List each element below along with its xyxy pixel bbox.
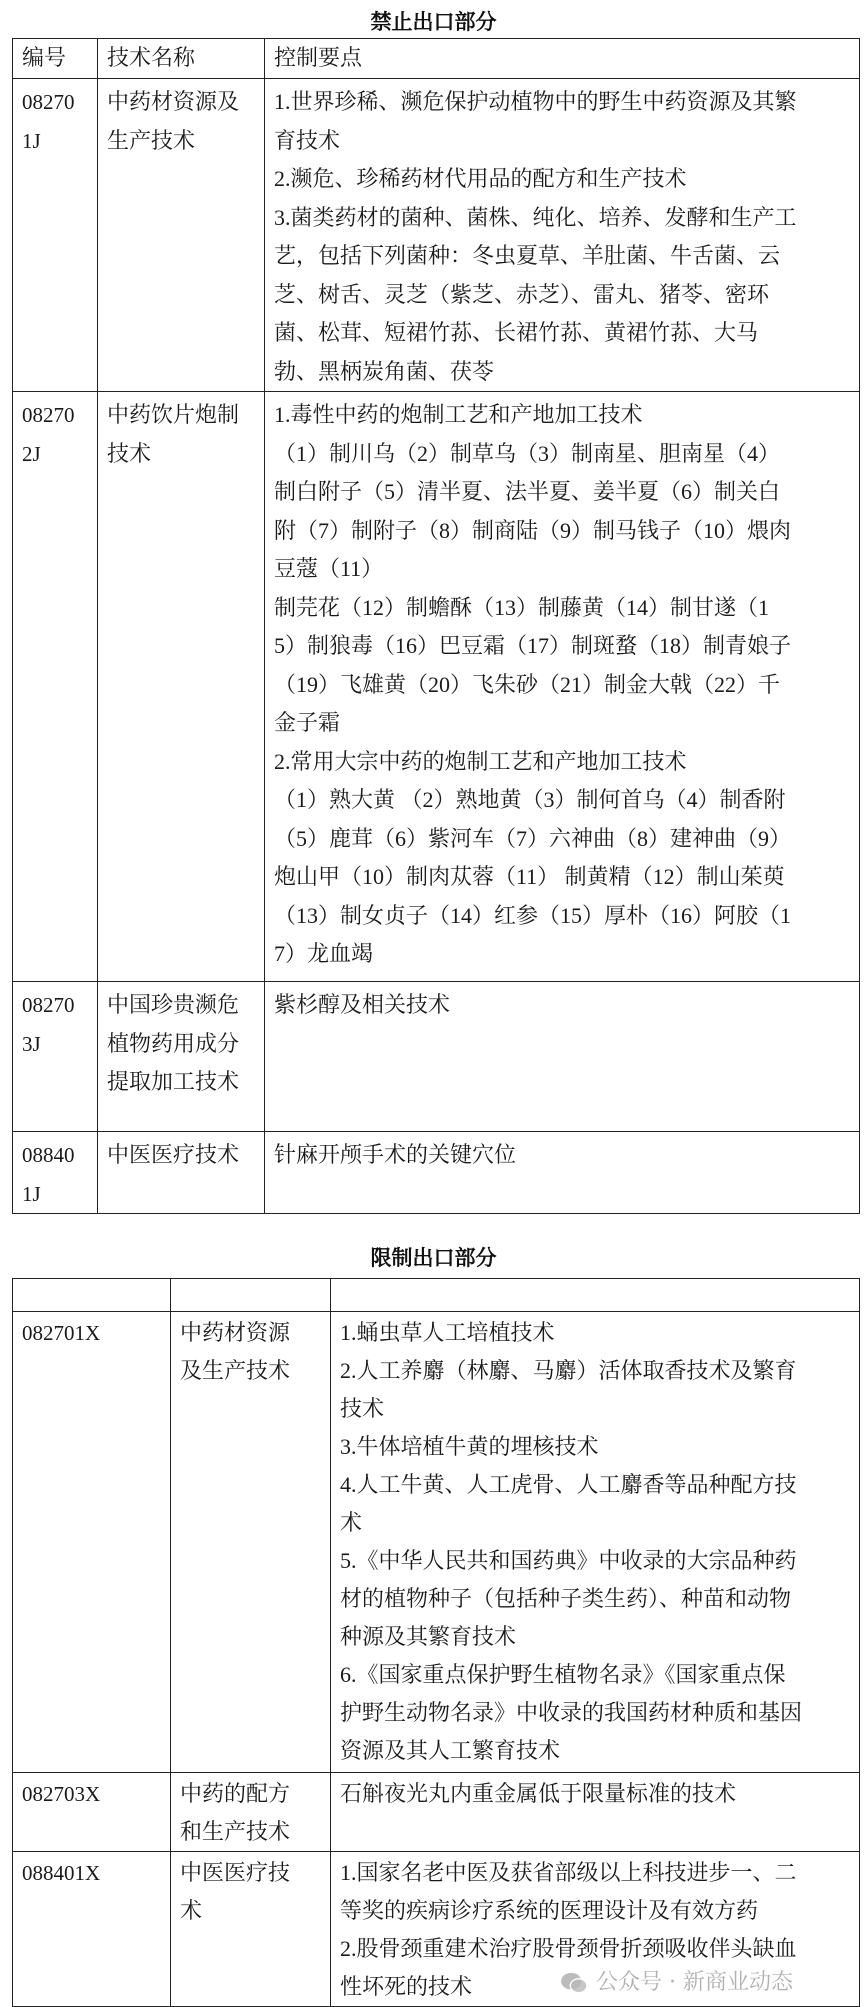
points-line: 技术 — [340, 1396, 385, 1421]
points-line: （1）制川乌（2）制草乌（3）制南星、胆南星（4） — [274, 440, 781, 466]
code-line: 082701X — [22, 1321, 101, 1345]
table-row — [13, 392, 860, 982]
points-line: 护野生动物名录》中收录的我国药材种质和基因 — [340, 1700, 803, 1725]
table-row — [13, 1132, 860, 1214]
points-line: 4.人工牛黄、人工虎骨、人工麝香等品种配方技 — [340, 1472, 797, 1497]
code-line: 08270 — [22, 90, 75, 114]
table-row — [13, 1312, 860, 1773]
points-line: 2.濒危、珍稀药材代用品的配方和生产技术 — [274, 166, 687, 191]
points-line: 菌、松茸、短裙竹荪、长裙竹荪、黄裙竹荪、大马 — [274, 320, 759, 345]
points-line: 石斛夜光丸内重金属低于限量标准的技术 — [340, 1781, 737, 1806]
cell-code — [13, 79, 98, 392]
cell-name — [98, 79, 265, 392]
cell-points — [331, 1312, 860, 1773]
watermark — [560, 1968, 793, 1998]
points-line: 性坏死的技术 — [340, 1974, 473, 1999]
points-line: 资源及其人工繁育技术 — [340, 1738, 561, 1763]
header-name — [171, 1279, 331, 1312]
points-line: （19）飞雄黄（20）飞朱砂（21）制金大戟（22）千 — [274, 671, 781, 697]
points-line: 炮山甲（10）制肉苁蓉（11） 制黄精（12）制山茱萸 — [274, 864, 785, 889]
header-points: 控制要点 — [265, 39, 860, 79]
name-line: 中药饮片炮制 — [107, 402, 240, 427]
points-line: 芝、树舌、灵芝（紫芝、赤芝）、雷丸、猪苓、密环 — [274, 281, 770, 307]
cell-points — [265, 1132, 860, 1214]
name-line: 和生产技术 — [180, 1819, 291, 1844]
points-line: 勃、黑柄炭角菌、茯苓 — [274, 358, 495, 384]
cell-points — [265, 392, 860, 982]
points-line: 制芫花（12）制蟾酥（13）制藤黄（14）制甘遂（1 — [274, 594, 770, 620]
points-line: 针麻开颅手术的关键穴位 — [274, 1142, 517, 1167]
cell-code — [13, 1312, 171, 1773]
code-line: 1J — [22, 128, 41, 153]
points-line: 2.人工养麝（林麝、马麝）活体取香技术及繁育 — [340, 1358, 797, 1383]
cell-name — [98, 392, 265, 982]
points-line: 1.毒性中药的炮制工艺和产地加工技术 — [274, 402, 643, 427]
cell-name — [98, 1132, 265, 1214]
table-row — [13, 982, 860, 1132]
code-line: 08840 — [22, 1143, 75, 1167]
points-line: 等奖的疾病诊疗系统的医理设计及有效方药 — [340, 1898, 759, 1923]
name-line: 及生产技术 — [180, 1358, 291, 1383]
cell-points — [331, 1773, 860, 1852]
name-line: 中国珍贵濒危 — [107, 992, 240, 1017]
code-line: 08270 — [22, 403, 75, 427]
cell-name — [98, 982, 265, 1132]
name-line: 技术 — [107, 440, 152, 466]
points-line: 6.《国家重点保护野生植物名录》《国家重点保 — [340, 1662, 786, 1687]
header-row — [13, 1279, 860, 1312]
points-line: 育技术 — [274, 127, 341, 153]
prohibited-export-table — [12, 38, 860, 1214]
points-line: 种源及其繁育技术 — [340, 1624, 517, 1649]
header-name: 技术名称 — [98, 39, 265, 79]
watermark-text: 公众号 · 新商业动态 — [596, 1970, 793, 1995]
cell-code — [13, 392, 98, 982]
name-line: 中医医疗技 — [180, 1860, 291, 1885]
name-line: 中药材资源 — [180, 1320, 291, 1345]
name-line: 中药的配方 — [180, 1781, 291, 1806]
name-line: 中医医疗技术 — [107, 1142, 240, 1167]
name-line: 中药材资源及 — [107, 89, 240, 114]
code-line: 1J — [22, 1181, 41, 1206]
cell-points — [265, 79, 860, 392]
code-line: 2J — [22, 441, 41, 466]
header-row — [13, 39, 860, 79]
name-line: 提取加工技术 — [107, 1069, 240, 1094]
points-line: 豆蔻（11） — [274, 556, 384, 581]
header-code: 编号 — [13, 39, 98, 79]
code-line: 088401X — [22, 1861, 101, 1885]
code-line: 08270 — [22, 993, 75, 1017]
points-line: 5）制狼毒（16）巴豆霜（17）制斑蝥（18）制青娘子 — [274, 633, 792, 658]
code-line: 3J — [22, 1031, 41, 1056]
cell-points — [265, 982, 860, 1132]
points-line: 1.国家名老中医及获省部级以上科技进步一、二 — [340, 1860, 797, 1885]
points-line: 5.《中华人民共和国药典》中收录的大宗品种药 — [340, 1548, 797, 1573]
cell-code — [13, 1852, 171, 2007]
cell-code — [13, 1773, 171, 1852]
points-line: 附（7）制附子（8）制商陆（9）制马钱子（10）煨肉 — [274, 517, 792, 543]
points-line: 1.蛹虫草人工培植技术 — [340, 1320, 555, 1345]
cell-name — [171, 1773, 331, 1852]
cell-name — [171, 1852, 331, 2007]
name-line: 植物药用成分 — [107, 1030, 240, 1056]
restricted-export-table — [12, 1278, 860, 2007]
code-line: 082703X — [22, 1782, 101, 1806]
points-line: 材的植物种子（包括种子类生药）、种苗和动物 — [340, 1586, 792, 1611]
points-line: 1.世界珍稀、濒危保护动植物中的野生中药资源及其繁 — [274, 89, 797, 114]
points-line: 3.牛体培植牛黄的埋核技术 — [340, 1434, 599, 1459]
points-line: 2.股骨颈重建术治疗股骨颈骨折颈吸收伴头缺血 — [340, 1936, 797, 1961]
points-line: 制白附子（5）清半夏、法半夏、姜半夏（6）制关白 — [274, 479, 781, 504]
points-line: 7）龙血竭 — [274, 941, 374, 966]
section-title-restricted: 限制出口部分 — [370, 1246, 497, 1270]
points-line: （13）制女贞子（14）红参（15）厚朴（16）阿胶（1 — [274, 902, 792, 928]
points-line: 术 — [340, 1510, 363, 1535]
points-line: （1）熟大黄 （2）熟地黄（3）制何首乌（4）制香附 — [274, 787, 786, 812]
table-row — [13, 79, 860, 392]
section-title-prohibited: 禁止出口部分 — [370, 10, 497, 34]
points-line: 金子霜 — [274, 710, 341, 735]
points-line: 2.常用大宗中药的炮制工艺和产地加工技术 — [274, 748, 687, 774]
header-code — [13, 1279, 171, 1312]
cell-name — [171, 1312, 331, 1773]
cell-code — [13, 1132, 98, 1214]
points-line: 3.菌类药材的菌种、菌株、纯化、培养、发酵和生产工 — [274, 204, 797, 230]
points-line: （5）鹿茸（6）紫河车（7）六神曲（8）建神曲（9） — [274, 825, 792, 851]
wechat-icon — [560, 1971, 588, 1995]
header-points — [331, 1279, 860, 1312]
cell-code — [13, 982, 98, 1132]
points-line: 艺，包括下列菌种：冬虫夏草、羊肚菌、牛舌菌、云 — [274, 243, 781, 268]
name-line: 术 — [180, 1898, 203, 1923]
table-row — [13, 1773, 860, 1852]
name-line: 生产技术 — [107, 127, 196, 153]
points-line: 紫杉醇及相关技术 — [274, 992, 451, 1017]
